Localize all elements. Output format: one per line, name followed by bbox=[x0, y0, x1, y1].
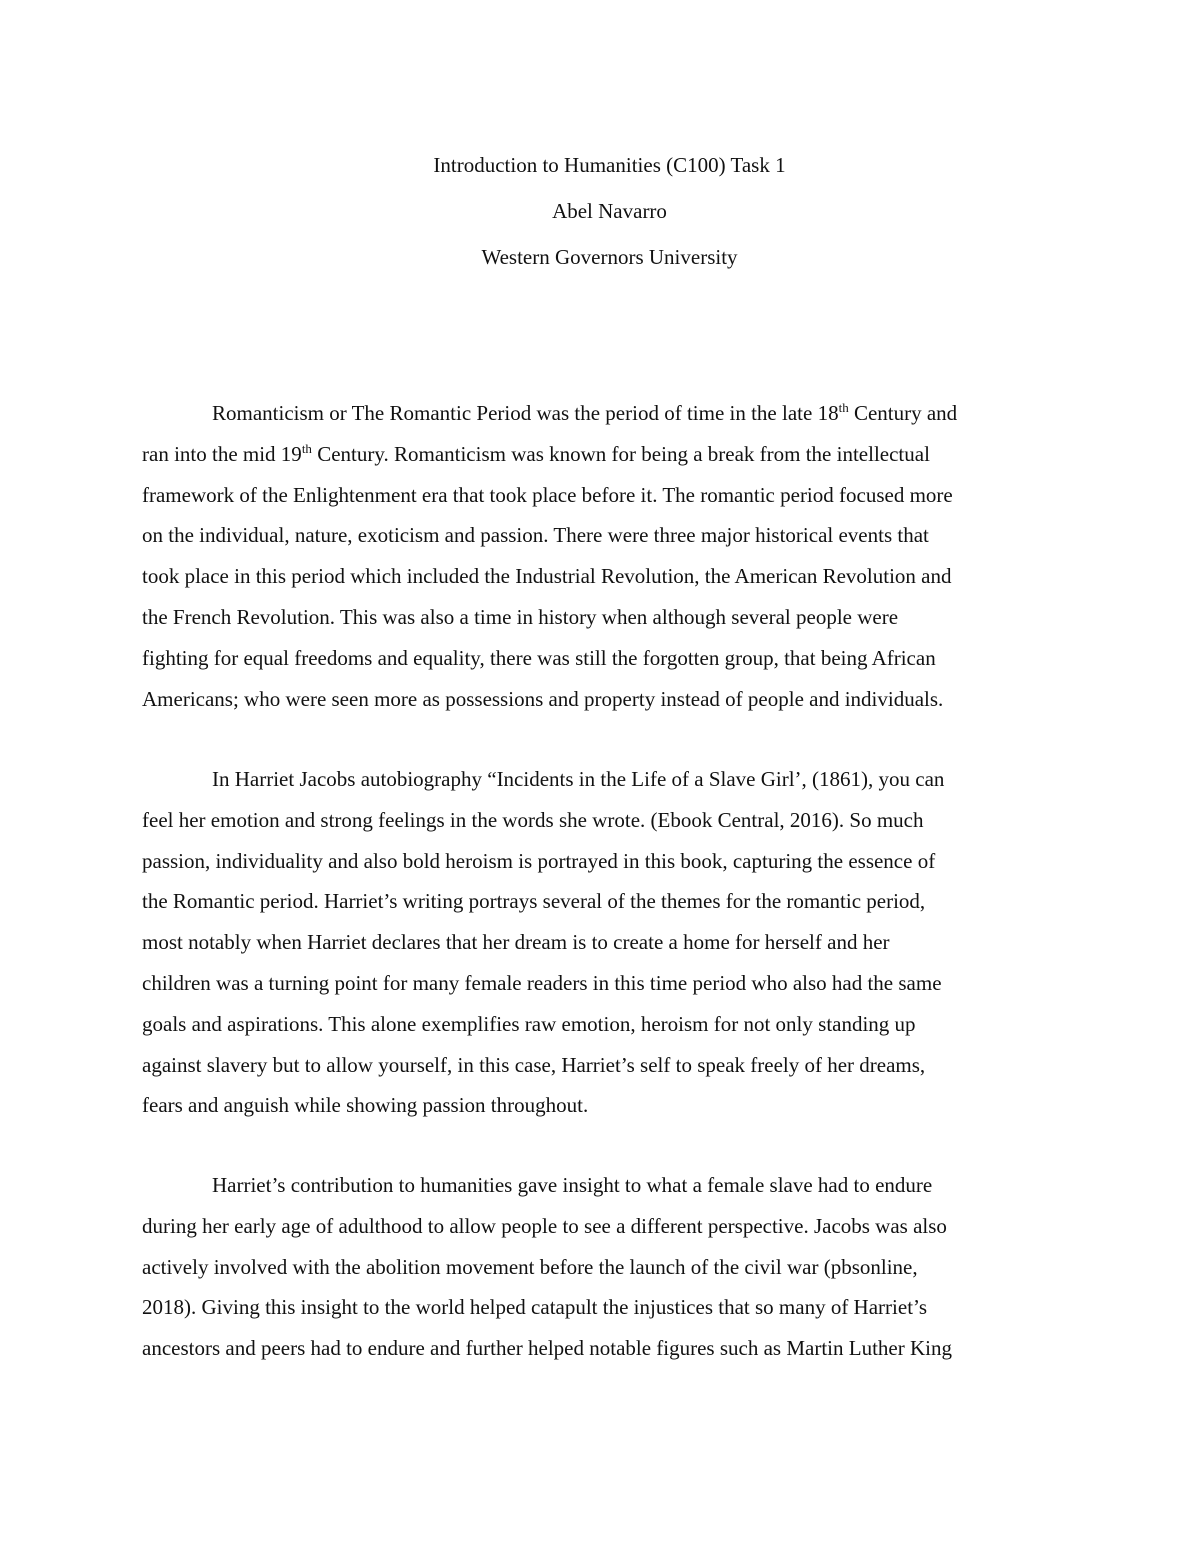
paragraph-line: ancestors and peers had to endure and further helped notable figures such as Martin Luther King bbox=[142, 1336, 952, 1361]
paragraph-line: most notably when Harriet declares that her dream is to create a home for herself and her bbox=[142, 930, 890, 955]
paragraph-contribution bbox=[142, 1165, 1062, 1369]
paragraph-line: the French Revolution. This was also a time in history when although several people were bbox=[142, 604, 899, 629]
paragraph-line: took place in this period which included the Industrial Revolution, the American Revolution and bbox=[142, 564, 952, 589]
paragraph-line: Americans; who were seen more as possessions and property instead of people and individuals. bbox=[142, 686, 944, 711]
author-name: Abel Navarro bbox=[552, 199, 667, 223]
institution-name: Western Governors University bbox=[481, 245, 738, 269]
paragraph-line: children was a turning point for many female readers in this time period who also had the same bbox=[142, 970, 942, 995]
paragraph-harriet-jacobs bbox=[142, 759, 1062, 1126]
paragraph-line: ran into the mid 19th Century. Romanticism was known for being a break from the intellectual bbox=[142, 440, 930, 466]
paragraph-line: framework of the Enlightenment era that took place before it. The romantic period focused more bbox=[142, 482, 953, 507]
paragraph-line: fears and anguish while showing passion throughout. bbox=[142, 1093, 589, 1118]
paragraph-line: In Harriet Jacobs autobiography “Incidents in the Life of a Slave Girl’, (1861), you can bbox=[212, 767, 945, 791]
paragraph-romanticism bbox=[142, 393, 1062, 719]
paragraph-line: on the individual, nature, exoticism and passion. There were three major historical events that bbox=[142, 523, 929, 548]
paragraph-line: fighting for equal freedoms and equality, there was still the forgotten group, that being African bbox=[142, 645, 936, 670]
paragraph-line: passion, individuality and also bold heroism is portrayed in this book, capturing the essence of bbox=[142, 848, 936, 873]
paragraph-line: the Romantic period. Harriet’s writing portrays several of the themes for the romantic period, bbox=[142, 889, 926, 914]
title-block bbox=[0, 142, 1200, 280]
paragraph-line: Harriet’s contribution to humanities gave insight to what a female slave had to endure bbox=[212, 1173, 933, 1197]
paragraph-line: Romanticism or The Romantic Period was the period of time in the late 18th Century and bbox=[212, 400, 958, 425]
paragraph-line: against slavery but to allow yourself, in this case, Harriet’s self to speak freely of her dreams, bbox=[142, 1052, 926, 1077]
paragraph-line: 2018). Giving this insight to the world helped catapult the injustices that so many of Harriet’s bbox=[142, 1295, 928, 1320]
paragraph-line: feel her emotion and strong feelings in the words she wrote. (Ebook Central, 2016). So much bbox=[142, 807, 924, 832]
paragraph-line: goals and aspirations. This alone exemplifies raw emotion, heroism for not only standing up bbox=[142, 1011, 916, 1036]
paragraph-line: during her early age of adulthood to allow people to see a different perspective. Jacobs was also bbox=[142, 1213, 947, 1238]
document-title: Introduction to Humanities (C100) Task 1 bbox=[433, 153, 786, 177]
paragraph-line: actively involved with the abolition movement before the launch of the civil war (pbsonline, bbox=[142, 1254, 918, 1279]
